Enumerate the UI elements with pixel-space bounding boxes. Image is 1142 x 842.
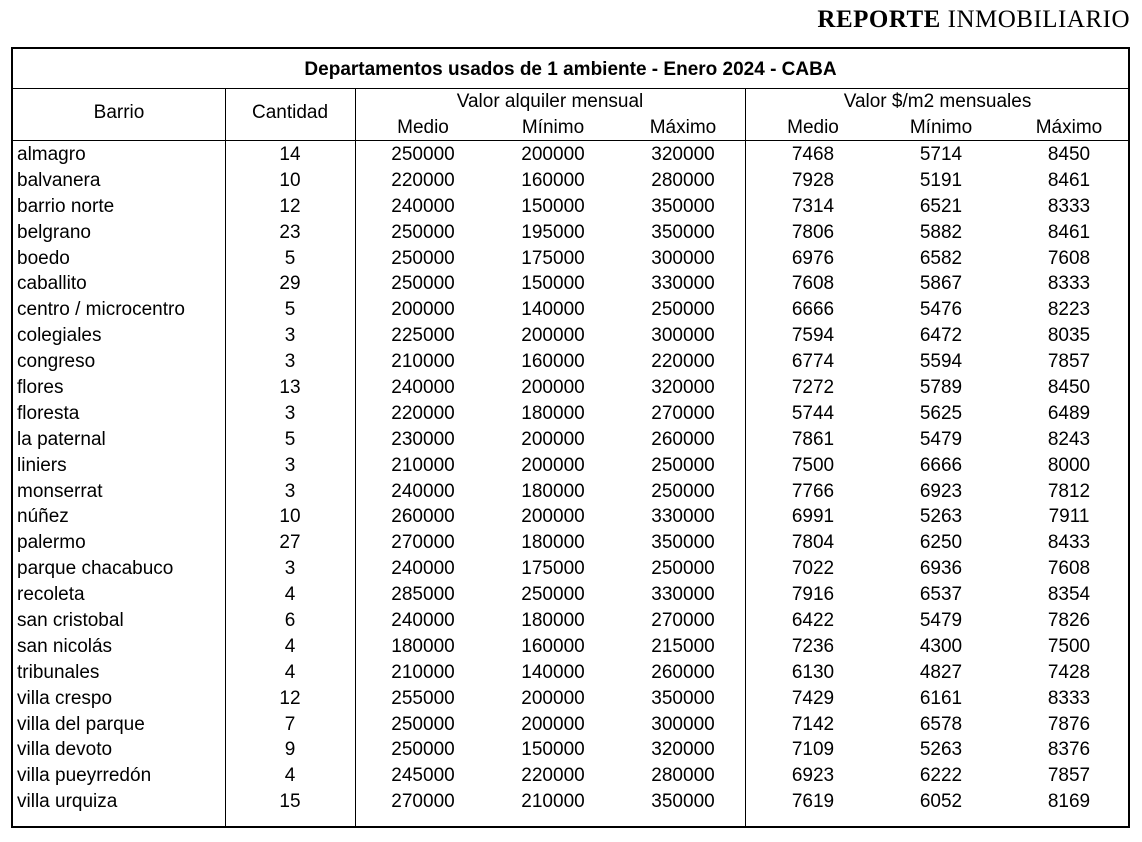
cell-m2-medio: 7608 <box>791 273 835 295</box>
cell-alquiler-maximo: 250000 <box>651 558 715 580</box>
cell-m2-maximo: 8243 <box>1047 428 1091 450</box>
cell-m2-medio: 6976 <box>791 247 835 269</box>
cell-alquiler-maximo: 220000 <box>651 351 715 373</box>
cell-m2-medio: 7272 <box>791 377 835 399</box>
header-alquiler-minimo: Mínimo <box>521 117 585 138</box>
cell-m2-medio: 7142 <box>791 713 835 735</box>
cell-alquiler-medio: 260000 <box>391 506 455 528</box>
cell-m2-medio: 7916 <box>791 584 835 606</box>
cell-barrio: villa urquiza <box>17 791 118 813</box>
cell-m2-minimo: 5479 <box>919 610 963 632</box>
table-row <box>13 763 1128 789</box>
cell-barrio: monserrat <box>17 480 103 502</box>
cell-alquiler-maximo: 250000 <box>651 299 715 321</box>
header-group-m2: Valor $/m2 mensuales <box>843 91 1032 112</box>
cell-cantidad: 10 <box>279 506 301 528</box>
cell-m2-maximo: 7826 <box>1047 610 1091 632</box>
cell-m2-medio: 7928 <box>791 169 835 191</box>
cell-cantidad: 4 <box>284 584 296 606</box>
brand-bold-text: REPORTE <box>817 6 941 33</box>
table-row <box>13 297 1128 323</box>
cell-alquiler-minimo: 160000 <box>521 169 585 191</box>
table-row <box>13 608 1128 634</box>
cell-m2-medio: 7861 <box>791 428 835 450</box>
cell-cantidad: 3 <box>284 351 296 373</box>
cell-m2-maximo: 7428 <box>1047 661 1091 683</box>
cell-alquiler-minimo: 180000 <box>521 610 585 632</box>
cell-m2-minimo: 6161 <box>919 687 963 709</box>
cell-cantidad: 13 <box>279 377 301 399</box>
cell-cantidad: 29 <box>279 273 301 295</box>
cell-m2-maximo: 7857 <box>1047 765 1091 787</box>
cell-cantidad: 4 <box>284 635 296 657</box>
table-row <box>13 349 1128 375</box>
cell-m2-minimo: 6936 <box>919 558 963 580</box>
cell-barrio: recoleta <box>17 584 85 606</box>
cell-m2-medio: 6923 <box>791 765 835 787</box>
cell-m2-medio: 7500 <box>791 454 835 476</box>
cell-alquiler-medio: 250000 <box>391 221 455 243</box>
table-body <box>13 142 1128 815</box>
cell-m2-minimo: 6052 <box>919 791 963 813</box>
cell-cantidad: 12 <box>279 195 301 217</box>
table-row <box>13 479 1128 505</box>
cell-m2-maximo: 7608 <box>1047 558 1091 580</box>
cell-alquiler-minimo: 140000 <box>521 299 585 321</box>
cell-alquiler-maximo: 350000 <box>651 195 715 217</box>
cell-m2-maximo: 8169 <box>1047 791 1091 813</box>
cell-alquiler-medio: 210000 <box>391 351 455 373</box>
cell-alquiler-medio: 250000 <box>391 247 455 269</box>
cell-alquiler-maximo: 350000 <box>651 687 715 709</box>
cell-alquiler-minimo: 150000 <box>521 195 585 217</box>
cell-alquiler-minimo: 150000 <box>521 739 585 761</box>
cell-m2-minimo: 6537 <box>919 584 963 606</box>
cell-m2-minimo: 6666 <box>919 454 963 476</box>
cell-alquiler-minimo: 160000 <box>521 635 585 657</box>
cell-alquiler-minimo: 200000 <box>521 428 585 450</box>
cell-alquiler-minimo: 160000 <box>521 351 585 373</box>
cell-barrio: villa pueyrredón <box>17 765 152 787</box>
cell-m2-maximo: 8450 <box>1047 377 1091 399</box>
cell-m2-maximo: 8433 <box>1047 532 1091 554</box>
cell-barrio: boedo <box>17 247 70 269</box>
cell-alquiler-maximo: 300000 <box>651 247 715 269</box>
cell-cantidad: 4 <box>284 765 296 787</box>
table-row <box>13 142 1128 168</box>
cell-alquiler-medio: 240000 <box>391 195 455 217</box>
table-row <box>13 168 1128 194</box>
cell-alquiler-maximo: 300000 <box>651 713 715 735</box>
cell-alquiler-minimo: 175000 <box>521 558 585 580</box>
cell-m2-minimo: 6582 <box>919 247 963 269</box>
cell-m2-minimo: 6923 <box>919 480 963 502</box>
cell-m2-medio: 7619 <box>791 791 835 813</box>
cell-m2-minimo: 5625 <box>919 402 963 424</box>
cell-m2-minimo: 4827 <box>919 661 963 683</box>
cell-alquiler-medio: 210000 <box>391 454 455 476</box>
cell-alquiler-medio: 230000 <box>391 428 455 450</box>
cell-m2-minimo: 6250 <box>919 532 963 554</box>
cell-alquiler-maximo: 260000 <box>651 661 715 683</box>
cell-cantidad: 27 <box>279 532 301 554</box>
cell-alquiler-maximo: 215000 <box>651 635 715 657</box>
cell-m2-minimo: 6521 <box>919 195 963 217</box>
cell-m2-medio: 7429 <box>791 687 835 709</box>
cell-m2-medio: 7468 <box>791 144 835 165</box>
cell-alquiler-medio: 250000 <box>391 273 455 295</box>
cell-alquiler-medio: 240000 <box>391 480 455 502</box>
cell-cantidad: 3 <box>284 558 296 580</box>
header-barrio: Barrio <box>93 102 145 123</box>
cell-m2-minimo: 5789 <box>919 377 963 399</box>
cell-m2-maximo: 7812 <box>1047 480 1091 502</box>
cell-m2-maximo: 8333 <box>1047 195 1091 217</box>
cell-alquiler-maximo: 280000 <box>651 765 715 787</box>
header-group-alquiler: Valor alquiler mensual <box>456 91 644 112</box>
cell-alquiler-medio: 250000 <box>391 713 455 735</box>
header-m2-minimo: Mínimo <box>909 117 973 138</box>
cell-barrio: villa del parque <box>17 713 145 735</box>
cell-cantidad: 3 <box>284 480 296 502</box>
table-row <box>13 323 1128 349</box>
cell-m2-minimo: 5191 <box>919 169 963 191</box>
cell-cantidad: 6 <box>284 610 296 632</box>
cell-cantidad: 10 <box>279 169 301 191</box>
cell-m2-minimo: 5263 <box>919 739 963 761</box>
cell-alquiler-medio: 240000 <box>391 558 455 580</box>
header-m2-maximo: Máximo <box>1035 117 1103 138</box>
cell-alquiler-minimo: 175000 <box>521 247 585 269</box>
cell-m2-medio: 7109 <box>791 739 835 761</box>
cell-barrio: núñez <box>17 506 69 528</box>
cell-alquiler-maximo: 350000 <box>651 221 715 243</box>
cell-alquiler-minimo: 200000 <box>521 687 585 709</box>
cell-cantidad: 14 <box>279 144 301 165</box>
cell-m2-maximo: 8000 <box>1047 454 1091 476</box>
cell-barrio: villa devoto <box>17 739 113 761</box>
cell-m2-medio: 7804 <box>791 532 835 554</box>
cell-barrio: colegiales <box>17 325 102 347</box>
cell-barrio: caballito <box>17 273 87 295</box>
cell-alquiler-minimo: 180000 <box>521 480 585 502</box>
cell-m2-minimo: 6222 <box>919 765 963 787</box>
cell-alquiler-medio: 225000 <box>391 325 455 347</box>
cell-alquiler-medio: 250000 <box>391 739 455 761</box>
cell-barrio: palermo <box>17 532 86 554</box>
cell-alquiler-medio: 180000 <box>391 635 455 657</box>
table-row <box>13 530 1128 556</box>
cell-alquiler-medio: 220000 <box>391 169 455 191</box>
cell-m2-maximo: 7857 <box>1047 351 1091 373</box>
cell-alquiler-maximo: 250000 <box>651 480 715 502</box>
table-row <box>13 375 1128 401</box>
cell-alquiler-minimo: 140000 <box>521 661 585 683</box>
cell-alquiler-minimo: 180000 <box>521 402 585 424</box>
cell-alquiler-minimo: 150000 <box>521 273 585 295</box>
cell-m2-minimo: 6578 <box>919 713 963 735</box>
cell-alquiler-maximo: 280000 <box>651 169 715 191</box>
cell-m2-medio: 7594 <box>791 325 835 347</box>
cell-cantidad: 23 <box>279 221 301 243</box>
table-row <box>13 453 1128 479</box>
cell-barrio: parque chacabuco <box>17 558 174 580</box>
cell-alquiler-maximo: 330000 <box>651 584 715 606</box>
cell-m2-medio: 7806 <box>791 221 835 243</box>
cell-cantidad: 7 <box>284 713 296 735</box>
cell-barrio: villa crespo <box>17 687 113 709</box>
cell-cantidad: 15 <box>279 791 301 813</box>
table-row <box>13 686 1128 712</box>
cell-m2-medio: 5744 <box>791 402 835 424</box>
cell-barrio: flores <box>17 377 64 399</box>
cell-cantidad: 5 <box>284 247 296 269</box>
cell-alquiler-minimo: 200000 <box>521 377 585 399</box>
header-cantidad: Cantidad <box>251 102 329 123</box>
cell-m2-maximo: 8333 <box>1047 687 1091 709</box>
table-row <box>13 246 1128 272</box>
header-alquiler-maximo: Máximo <box>649 117 717 138</box>
cell-m2-medio: 7766 <box>791 480 835 502</box>
cell-m2-maximo: 8333 <box>1047 273 1091 295</box>
cell-m2-maximo: 8376 <box>1047 739 1091 761</box>
cell-m2-medio: 7022 <box>791 558 835 580</box>
table-row <box>13 660 1128 686</box>
cell-cantidad: 4 <box>284 661 296 683</box>
cell-alquiler-minimo: 195000 <box>521 221 585 243</box>
cell-m2-minimo: 5263 <box>919 506 963 528</box>
header-m2-medio: Medio <box>787 117 839 138</box>
table-title: Departamentos usados de 1 ambiente - Enero 2024 - CABA <box>13 49 1128 89</box>
cell-alquiler-maximo: 270000 <box>651 402 715 424</box>
cell-barrio: belgrano <box>17 221 91 243</box>
cell-alquiler-maximo: 260000 <box>651 428 715 450</box>
cell-m2-medio: 6774 <box>791 351 835 373</box>
cell-alquiler-minimo: 220000 <box>521 765 585 787</box>
cell-m2-medio: 6666 <box>791 299 835 321</box>
cell-barrio: liniers <box>17 454 67 476</box>
cell-barrio: barrio norte <box>17 195 115 217</box>
cell-m2-medio: 6130 <box>791 661 835 683</box>
cell-barrio: san nicolás <box>17 635 113 657</box>
table-row <box>13 737 1128 763</box>
cell-cantidad: 5 <box>284 428 296 450</box>
cell-m2-medio: 7314 <box>791 195 835 217</box>
cell-barrio: tribunales <box>17 661 100 683</box>
cell-alquiler-maximo: 350000 <box>651 532 715 554</box>
cell-barrio: almagro <box>17 144 86 165</box>
cell-m2-maximo: 8450 <box>1047 144 1091 165</box>
cell-alquiler-minimo: 180000 <box>521 532 585 554</box>
cell-barrio: centro / microcentro <box>17 299 185 321</box>
cell-m2-minimo: 5479 <box>919 428 963 450</box>
cell-m2-medio: 7236 <box>791 635 835 657</box>
cell-m2-maximo: 8035 <box>1047 325 1091 347</box>
cell-barrio: congreso <box>17 351 96 373</box>
cell-m2-maximo: 8461 <box>1047 221 1091 243</box>
cell-m2-medio: 6991 <box>791 506 835 528</box>
cell-m2-maximo: 6489 <box>1047 402 1091 424</box>
cell-barrio: balvanera <box>17 169 101 191</box>
cell-m2-maximo: 7911 <box>1048 506 1090 528</box>
table-row <box>13 582 1128 608</box>
cell-m2-maximo: 7876 <box>1047 713 1091 735</box>
cell-cantidad: 3 <box>284 402 296 424</box>
data-table <box>11 47 1130 828</box>
cell-alquiler-minimo: 200000 <box>521 713 585 735</box>
cell-alquiler-medio: 245000 <box>391 765 455 787</box>
cell-m2-minimo: 4300 <box>919 635 963 657</box>
cell-m2-minimo: 5882 <box>919 221 963 243</box>
cell-m2-medio: 6422 <box>791 610 835 632</box>
cell-alquiler-maximo: 330000 <box>651 506 715 528</box>
cell-alquiler-minimo: 200000 <box>521 506 585 528</box>
table-row <box>13 504 1128 530</box>
cell-m2-maximo: 7500 <box>1047 635 1091 657</box>
cell-alquiler-medio: 200000 <box>391 299 455 321</box>
table-row <box>13 789 1128 815</box>
cell-barrio: san cristobal <box>17 610 124 632</box>
cell-alquiler-minimo: 200000 <box>521 454 585 476</box>
cell-m2-maximo: 8354 <box>1047 584 1091 606</box>
cell-m2-minimo: 6472 <box>919 325 963 347</box>
cell-alquiler-medio: 240000 <box>391 610 455 632</box>
table-row <box>13 401 1128 427</box>
cell-alquiler-medio: 270000 <box>391 532 455 554</box>
cell-m2-maximo: 8223 <box>1047 299 1091 321</box>
cell-alquiler-minimo: 200000 <box>521 144 585 165</box>
cell-barrio: floresta <box>17 402 80 424</box>
table-row <box>13 427 1128 453</box>
cell-m2-minimo: 5594 <box>919 351 963 373</box>
brand-regular-text: INMOBILIARIO <box>947 6 1130 33</box>
cell-alquiler-medio: 210000 <box>391 661 455 683</box>
cell-alquiler-medio: 270000 <box>391 791 455 813</box>
cell-alquiler-medio: 240000 <box>391 377 455 399</box>
cell-alquiler-maximo: 320000 <box>651 377 715 399</box>
cell-alquiler-maximo: 270000 <box>651 610 715 632</box>
cell-alquiler-maximo: 330000 <box>651 273 715 295</box>
cell-m2-maximo: 7608 <box>1047 247 1091 269</box>
cell-alquiler-maximo: 320000 <box>651 144 715 165</box>
cell-m2-minimo: 5476 <box>919 299 963 321</box>
header-alquiler-medio: Medio <box>397 117 449 138</box>
header-separator <box>13 140 1128 141</box>
table-row <box>13 220 1128 246</box>
cell-alquiler-maximo: 300000 <box>651 325 715 347</box>
cell-cantidad: 3 <box>284 325 296 347</box>
cell-alquiler-minimo: 210000 <box>521 791 585 813</box>
cell-barrio: la paternal <box>17 428 106 450</box>
cell-alquiler-medio: 255000 <box>391 687 455 709</box>
cell-cantidad: 12 <box>279 687 301 709</box>
cell-alquiler-medio: 250000 <box>391 144 455 165</box>
table-row <box>13 556 1128 582</box>
cell-alquiler-maximo: 320000 <box>651 739 715 761</box>
cell-cantidad: 5 <box>284 299 296 321</box>
table-row <box>13 634 1128 660</box>
cell-m2-minimo: 5867 <box>919 273 963 295</box>
cell-cantidad: 3 <box>284 454 296 476</box>
cell-alquiler-maximo: 350000 <box>651 791 715 813</box>
cell-alquiler-medio: 220000 <box>391 402 455 424</box>
table-row <box>13 194 1128 220</box>
cell-m2-maximo: 8461 <box>1047 169 1091 191</box>
table-row <box>13 271 1128 297</box>
cell-alquiler-minimo: 250000 <box>521 584 585 606</box>
cell-alquiler-maximo: 250000 <box>651 454 715 476</box>
cell-cantidad: 9 <box>284 739 296 761</box>
cell-m2-minimo: 5714 <box>919 144 963 165</box>
brand-logo <box>817 6 1130 34</box>
table-row <box>13 712 1128 738</box>
cell-alquiler-minimo: 200000 <box>521 325 585 347</box>
cell-alquiler-medio: 285000 <box>391 584 455 606</box>
